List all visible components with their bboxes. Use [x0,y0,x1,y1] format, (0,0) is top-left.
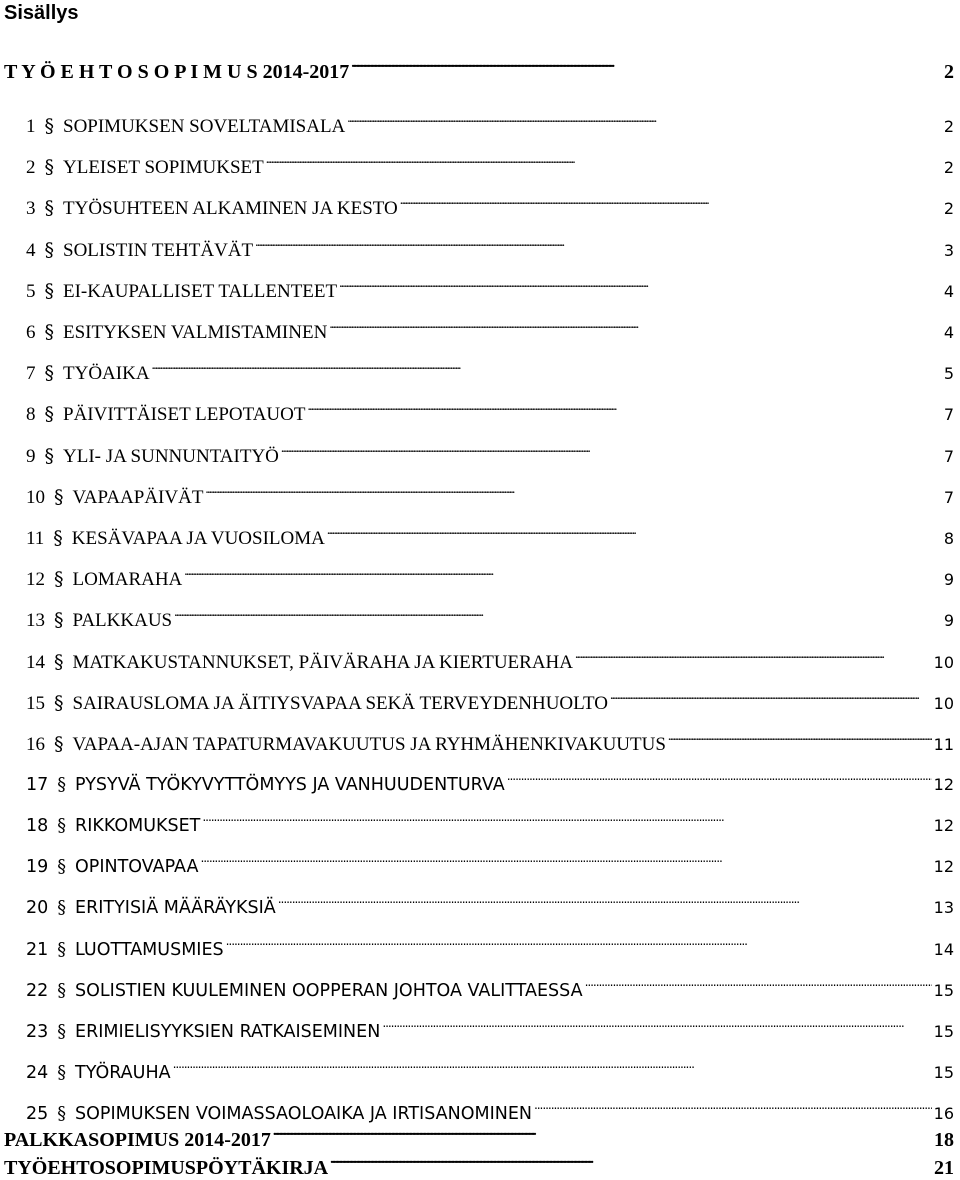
section-number: 11 [26,528,45,549]
toc-entry-section-21[interactable] [26,937,954,962]
section-title: PALKKAUS [72,610,173,632]
section-sign-icon: § [57,1021,67,1042]
section-number: 22 [26,980,49,1001]
toc-page-number: 9 [943,611,954,631]
dot-leader [173,1061,932,1079]
section-number: 20 [26,898,49,919]
dot-leader [382,1019,931,1037]
section-number: 15 [26,692,45,714]
toc-entry-section-18[interactable] [26,813,954,838]
toc-page-number: 3 [943,240,954,260]
toc-title: Sisällys [4,2,79,24]
toc-page-number: 8 [943,529,954,548]
toc-entry-section-5[interactable] [26,278,954,304]
section-sign-icon: § [54,733,64,755]
section-title: VAPAAPÄIVÄT [72,486,204,508]
toc-page-number: 18 [934,1129,954,1151]
section-title: TYÖRAUHA [75,1063,171,1084]
section-title: ERIMIELISYYKSIEN RATKAISEMINEN [75,1021,381,1042]
section-sign-icon: § [54,691,64,714]
toc-entry-section-23[interactable] [26,1019,954,1044]
toc-entry-section-8[interactable] [26,401,954,427]
section-title: MATKAKUSTANNUKSET, PÄIVÄRAHA JA KIERTUERAHA [72,651,573,673]
toc-entry-text: T Y Ö E H T O S O P I M U S 2014-2017 [4,61,350,83]
toc-entry-section-17[interactable] [26,772,954,797]
toc-page-number: 2 [943,158,954,178]
toc-entry-section-15[interactable] [26,690,954,716]
section-number: 19 [26,857,49,878]
section-title: ERITYISIÄ MÄÄRÄYKSIÄ [75,898,276,919]
toc-page-number: 2 [943,199,954,219]
toc-page-number: 10 [933,652,954,672]
toc-page-number: 15 [933,1021,954,1041]
section-sign-icon: § [44,321,54,343]
dot-leader [202,813,931,831]
section-number: 24 [26,1063,49,1084]
dot-leader [273,1126,932,1146]
section-title: SOPIMUKSEN VOIMASSAOLOAIKA JA IRTISANOMINEN [75,1104,532,1125]
toc-entry-section-1[interactable] [26,113,954,139]
toc-entry-section-9[interactable] [26,443,954,469]
section-sign-icon: § [54,485,64,508]
section-sign-icon: § [44,156,54,179]
toc-entry-section-20[interactable] [26,896,954,921]
section-title: RIKKOMUKSET [75,815,201,836]
section-title: LUOTTAMUSMIES [75,939,224,960]
dot-leader [330,1154,932,1174]
toc-entry-palkkasopimus[interactable] [4,1126,954,1152]
section-number: 4 [26,239,36,261]
toc-entry-section-22[interactable] [26,978,954,1003]
toc-page-number: 12 [933,774,954,794]
toc-entry-section-12[interactable] [26,566,954,592]
toc-page-number: 21 [934,1157,954,1179]
section-sign-icon: § [57,898,67,919]
dot-leader [668,731,932,750]
section-sign-icon: § [44,362,54,385]
section-sign-icon: § [57,857,67,878]
toc-page-number: 2 [944,61,954,83]
dot-leader [184,566,942,585]
section-sign-icon: § [54,609,64,632]
section-sign-icon: § [44,444,54,467]
toc-entry-section-6[interactable] [26,319,954,345]
toc-entry-section-10[interactable] [26,484,954,510]
section-number: 6 [26,322,36,343]
toc-page-number: 14 [933,939,954,959]
section-sign-icon: § [44,279,54,302]
section-number: 12 [26,569,45,591]
section-number: 2 [26,157,36,179]
section-sign-icon: § [53,527,63,549]
toc-entry-section-4[interactable] [26,237,954,263]
toc-page-number: 12 [933,815,954,835]
section-title: YLEISET SOPIMUKSET [63,157,264,179]
section-sign-icon: § [57,1063,67,1084]
section-number: 21 [26,939,49,960]
section-number: 7 [26,363,36,385]
section-title: PÄIVITTÄISET LEPOTAUOT [63,404,306,426]
section-number: 8 [26,404,36,426]
section-title: ESITYKSEN VALMISTAMINEN [63,322,328,343]
toc-entry-section-16[interactable] [26,731,954,757]
section-sign-icon: § [57,980,67,1001]
section-title: KESÄVAPAA JA VUOSILOMA [71,528,325,549]
dot-leader [327,525,942,544]
section-sign-icon: § [44,403,54,426]
toc-page-number: 7 [943,446,954,466]
section-sign-icon: § [44,238,54,261]
dot-leader [347,113,942,132]
dot-leader [307,401,941,420]
section-title: SOLISTIEN KUULEMINEN OOPPERAN JOHTOA VALITTAESSA [75,980,583,1001]
toc-entry-section-7[interactable] [26,360,954,386]
section-number: 17 [26,774,49,795]
toc-page-number: 16 [933,1104,954,1124]
dot-leader [226,937,932,955]
section-number: 23 [26,1021,49,1042]
dot-leader [266,154,942,173]
toc-entry-section-13[interactable] [26,607,954,633]
section-number: 25 [26,1104,49,1125]
dot-leader [200,855,931,873]
toc-entry-tyoehtosopimus[interactable] [4,58,954,84]
section-sign-icon: § [57,939,67,960]
dot-leader [507,772,932,790]
toc-entry-section-25[interactable] [26,1102,954,1127]
section-number: 18 [26,815,49,836]
section-number: 5 [26,280,36,302]
section-number: 9 [26,445,36,467]
toc-entry-section-19[interactable] [26,855,954,880]
toc-entry-section-11[interactable] [26,525,954,551]
toc-page-number: 12 [933,857,954,877]
section-sign-icon: § [57,1104,67,1125]
section-sign-icon: § [57,774,67,795]
section-title: OPINTOVAPAA [75,857,199,878]
section-title: EI-KAUPALLISET TALLENTEET [63,280,338,302]
section-number: 10 [26,486,45,508]
dot-leader [281,443,942,462]
toc-entry-poytakirja[interactable] [4,1154,954,1180]
dot-leader [255,237,942,256]
dot-leader [351,58,942,78]
dot-leader [610,690,932,709]
section-title: SOLISTIN TEHTÄVÄT [63,239,254,261]
section-number: 13 [26,610,45,632]
toc-page-number: 4 [943,323,954,342]
section-number: 3 [26,198,36,220]
section-title: SAIRAUSLOMA JA ÄITIYSVAPAA SEKÄ TERVEYDENHUOLTO [72,692,608,714]
toc-entry-section-24[interactable] [26,1061,954,1086]
section-title: VAPAA-AJAN TAPATURMAVAKUUTUS JA RYHMÄHENKIVAKUUTUS [72,734,666,755]
section-sign-icon: § [54,568,64,591]
dot-leader [329,319,942,338]
toc-entry-section-14[interactable] [26,649,954,675]
toc-page-number: 7 [943,487,954,507]
section-sign-icon: § [44,197,54,220]
section-title: SOPIMUKSEN SOVELTAMISALA [63,116,346,137]
toc-page-number: 4 [943,281,954,301]
toc-entry-section-3[interactable] [26,195,954,221]
toc-entry-section-2[interactable] [26,154,954,180]
section-sign-icon: § [57,815,67,836]
section-sign-icon: § [44,115,54,137]
section-number: 14 [26,651,45,673]
toc-page-number: 5 [943,364,954,384]
toc-entry-text: PALKKASOPIMUS 2014-2017 [4,1129,271,1151]
dot-leader [278,896,932,914]
toc-page-number: 15 [933,1063,954,1083]
dot-leader [339,278,942,297]
section-number: 16 [26,734,45,755]
toc-page-number: 13 [933,898,954,918]
dot-leader [205,484,941,503]
section-number: 1 [26,116,36,137]
section-title: TYÖAIKA [63,363,150,385]
dot-leader [152,360,942,379]
dot-leader [174,607,942,626]
toc-entry-text: TYÖEHTOSOPIMUSPÖYTÄKIRJA [4,1157,329,1179]
toc-page-number: 10 [933,693,954,713]
dot-leader [400,195,942,214]
dot-leader [575,649,932,668]
section-title: LOMARAHA [72,569,183,591]
dot-leader [534,1102,932,1120]
section-sign-icon: § [54,650,64,673]
section-title: PYSYVÄ TYÖKYVYTTÖMYYS JA VANHUUDENTURVA [75,774,505,795]
toc-page-number: 2 [943,117,954,136]
section-title: YLI- JA SUNNUNTAITYÖ [63,445,279,467]
toc-page-number: 9 [943,570,954,590]
section-title: TYÖSUHTEEN ALKAMINEN JA KESTO [63,198,398,220]
toc-page-number: 11 [933,735,954,754]
dot-leader [585,978,932,996]
toc-page-number: 7 [943,405,954,425]
toc-page-number: 15 [933,980,954,1000]
